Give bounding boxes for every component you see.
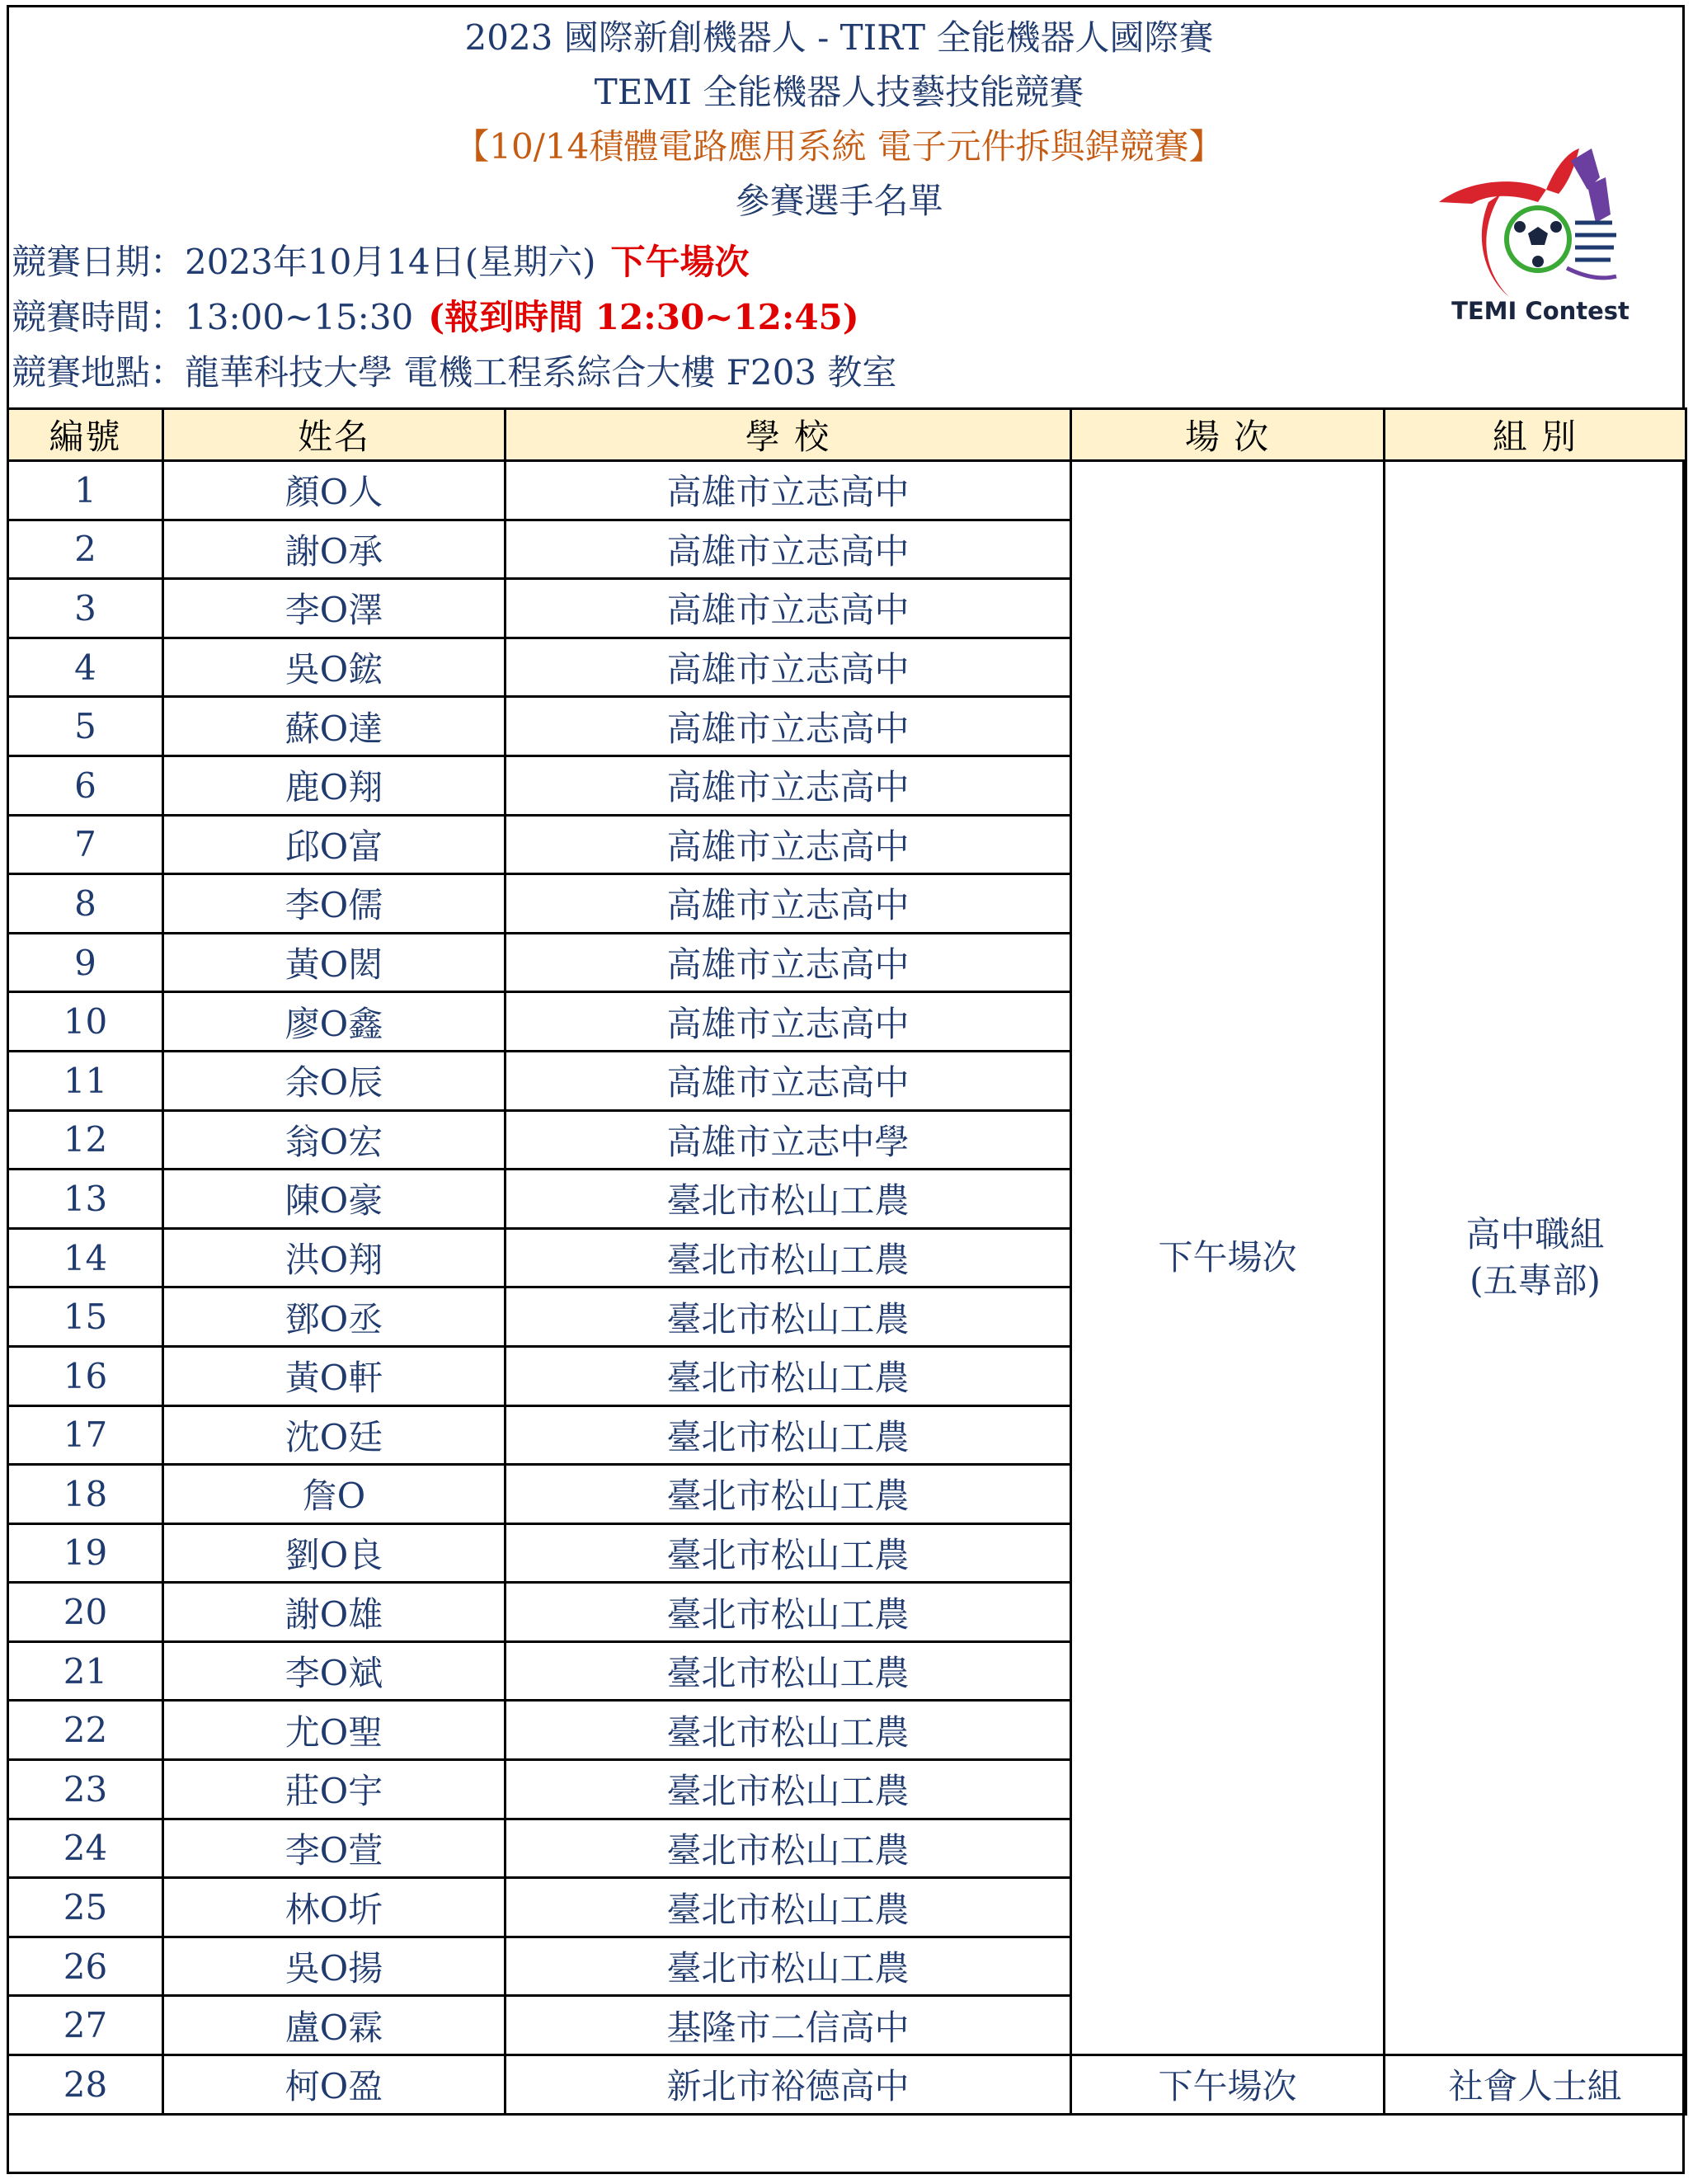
time-report: (報到時間 12:30~12:45) <box>428 297 859 337</box>
group-cell-main <box>1385 461 1686 2055</box>
session-cell-main: 下午場次 <box>1071 461 1385 2055</box>
row-number-cell: 15 <box>8 1287 163 1347</box>
row-number-cell: 5 <box>8 697 163 756</box>
row-school-cell: 臺北市松山工農 <box>506 1641 1071 1701</box>
row-number-cell: 22 <box>8 1701 163 1760</box>
row-school-cell: 高雄市立志中學 <box>506 1110 1071 1170</box>
row-name-cell: 尤O聖 <box>163 1701 506 1760</box>
row-school-cell: 高雄市立志高中 <box>506 520 1071 579</box>
row-school-cell: 臺北市松山工農 <box>506 1287 1071 1347</box>
group-cell-last: 社會人士組 <box>1385 2055 1686 2115</box>
row-number-cell: 28 <box>8 2055 163 2115</box>
row-name-cell: 李O澤 <box>163 579 506 638</box>
row-number-cell: 13 <box>8 1170 163 1229</box>
info-time <box>12 294 859 341</box>
row-name-cell: 李O斌 <box>163 1641 506 1701</box>
row-number-cell: 20 <box>8 1583 163 1642</box>
row-school-cell: 高雄市立志高中 <box>506 755 1071 815</box>
column-header-number: 編號 <box>8 409 163 461</box>
row-school-cell: 臺北市松山工農 <box>506 1701 1071 1760</box>
row-name-cell: 黃O軒 <box>163 1346 506 1405</box>
row-number-cell: 23 <box>8 1760 163 1819</box>
row-school-cell: 臺北市松山工農 <box>506 1228 1071 1287</box>
title-line-2: TEMI 全能機器人技藝技能競賽 <box>594 72 1084 112</box>
row-name-cell: 邱O富 <box>163 815 506 874</box>
row-name-cell: 鹿O翔 <box>163 755 506 815</box>
row-name-cell: 劉O良 <box>163 1523 506 1583</box>
row-school-cell: 臺北市松山工農 <box>506 1819 1071 1878</box>
table-header-row <box>8 409 1686 461</box>
session-cell-last: 下午場次 <box>1071 2055 1385 2115</box>
row-name-cell: 陳O豪 <box>163 1170 506 1229</box>
table-row <box>8 2055 1686 2115</box>
row-name-cell: 廖O鑫 <box>163 992 506 1052</box>
row-school-cell: 高雄市立志高中 <box>506 1051 1071 1110</box>
logo-text: TEMI Contest <box>1451 297 1630 325</box>
row-name-cell: 顏O人 <box>163 461 506 520</box>
row-number-cell: 14 <box>8 1228 163 1287</box>
row-number-cell: 2 <box>8 520 163 579</box>
row-number-cell: 12 <box>8 1110 163 1170</box>
row-school-cell: 臺北市松山工農 <box>506 1937 1071 1996</box>
row-number-cell: 1 <box>8 461 163 520</box>
row-school-cell: 臺北市松山工農 <box>506 1346 1071 1405</box>
column-header-school: 學 校 <box>506 409 1071 461</box>
row-school-cell: 臺北市松山工農 <box>506 1523 1071 1583</box>
row-number-cell: 3 <box>8 579 163 638</box>
row-name-cell: 李O儒 <box>163 874 506 934</box>
row-name-cell: 謝O承 <box>163 520 506 579</box>
row-number-cell: 25 <box>8 1878 163 1937</box>
date-session: 下午場次 <box>610 242 750 282</box>
row-school-cell: 高雄市立志高中 <box>506 815 1071 874</box>
row-name-cell: 翁O宏 <box>163 1110 506 1170</box>
row-name-cell: 盧O霖 <box>163 1996 506 2055</box>
row-school-cell: 臺北市松山工農 <box>506 1170 1071 1229</box>
row-number-cell: 21 <box>8 1641 163 1701</box>
row-school-cell: 高雄市立志高中 <box>506 638 1071 697</box>
group-line-2: (五專部) <box>1470 1260 1601 1301</box>
row-name-cell: 李O萱 <box>163 1819 506 1878</box>
row-name-cell: 詹O <box>163 1465 506 1524</box>
row-name-cell: 沈O廷 <box>163 1405 506 1465</box>
row-name-cell: 林O圻 <box>163 1878 506 1937</box>
title-line-1: 2023 國際新創機器人 - TIRT 全能機器人國際賽 <box>464 17 1214 58</box>
title-line-4: 參賽選手名單 <box>735 181 943 221</box>
row-name-cell: 莊O宇 <box>163 1760 506 1819</box>
row-school-cell: 新北市裕德高中 <box>506 2055 1071 2115</box>
row-number-cell: 11 <box>8 1051 163 1110</box>
row-number-cell: 27 <box>8 1996 163 2055</box>
column-header-session: 場 次 <box>1071 409 1385 461</box>
row-school-cell: 高雄市立志高中 <box>506 461 1071 520</box>
info-place: 競賽地點：龍華科技大學 電機工程系綜合大樓 F203 教室 <box>12 352 897 393</box>
table-body <box>8 461 1686 2115</box>
row-number-cell: 10 <box>8 992 163 1052</box>
info-date <box>12 239 750 285</box>
row-school-cell: 臺北市松山工農 <box>506 1878 1071 1937</box>
row-number-cell: 24 <box>8 1819 163 1878</box>
row-school-cell: 臺北市松山工農 <box>506 1465 1071 1524</box>
column-header-group: 組 別 <box>1385 409 1686 461</box>
row-number-cell: 8 <box>8 874 163 934</box>
time-label: 競賽時間：13:00~15:30 <box>12 297 414 337</box>
row-number-cell: 17 <box>8 1405 163 1465</box>
row-number-cell: 9 <box>8 933 163 992</box>
row-number-cell: 4 <box>8 638 163 697</box>
row-name-cell: 洪O翔 <box>163 1228 506 1287</box>
title-line-3: 【10/14積體電路應用系統 電子元件拆與銲競賽】 <box>454 126 1224 167</box>
row-name-cell: 余O辰 <box>163 1051 506 1110</box>
row-number-cell: 7 <box>8 815 163 874</box>
roster-table <box>7 407 1687 2116</box>
row-school-cell: 高雄市立志高中 <box>506 933 1071 992</box>
row-number-cell: 16 <box>8 1346 163 1405</box>
row-number-cell: 18 <box>8 1465 163 1524</box>
row-school-cell: 臺北市松山工農 <box>506 1760 1071 1819</box>
row-school-cell: 高雄市立志高中 <box>506 992 1071 1052</box>
group-line-1: 高中職組 <box>1465 1214 1605 1255</box>
row-school-cell: 基隆市二信高中 <box>506 1996 1071 2055</box>
row-number-cell: 6 <box>8 755 163 815</box>
date-label: 競賽日期：2023年10月14日(星期六) <box>12 242 596 282</box>
row-number-cell: 26 <box>8 1937 163 1996</box>
row-school-cell: 臺北市松山工農 <box>506 1583 1071 1642</box>
row-school-cell: 高雄市立志高中 <box>506 579 1071 638</box>
row-school-cell: 高雄市立志高中 <box>506 697 1071 756</box>
row-name-cell: 吳O揚 <box>163 1937 506 1996</box>
row-school-cell: 臺北市松山工農 <box>506 1405 1071 1465</box>
row-school-cell: 高雄市立志高中 <box>506 874 1071 934</box>
row-name-cell: 黃O閎 <box>163 933 506 992</box>
row-name-cell: 蘇O達 <box>163 697 506 756</box>
row-name-cell: 吳O鋐 <box>163 638 506 697</box>
table-row <box>8 461 1686 520</box>
row-number-cell: 19 <box>8 1523 163 1583</box>
row-name-cell: 鄧O丞 <box>163 1287 506 1347</box>
column-header-name: 姓名 <box>163 409 506 461</box>
row-name-cell: 柯O盈 <box>163 2055 506 2115</box>
row-name-cell: 謝O雄 <box>163 1583 506 1642</box>
